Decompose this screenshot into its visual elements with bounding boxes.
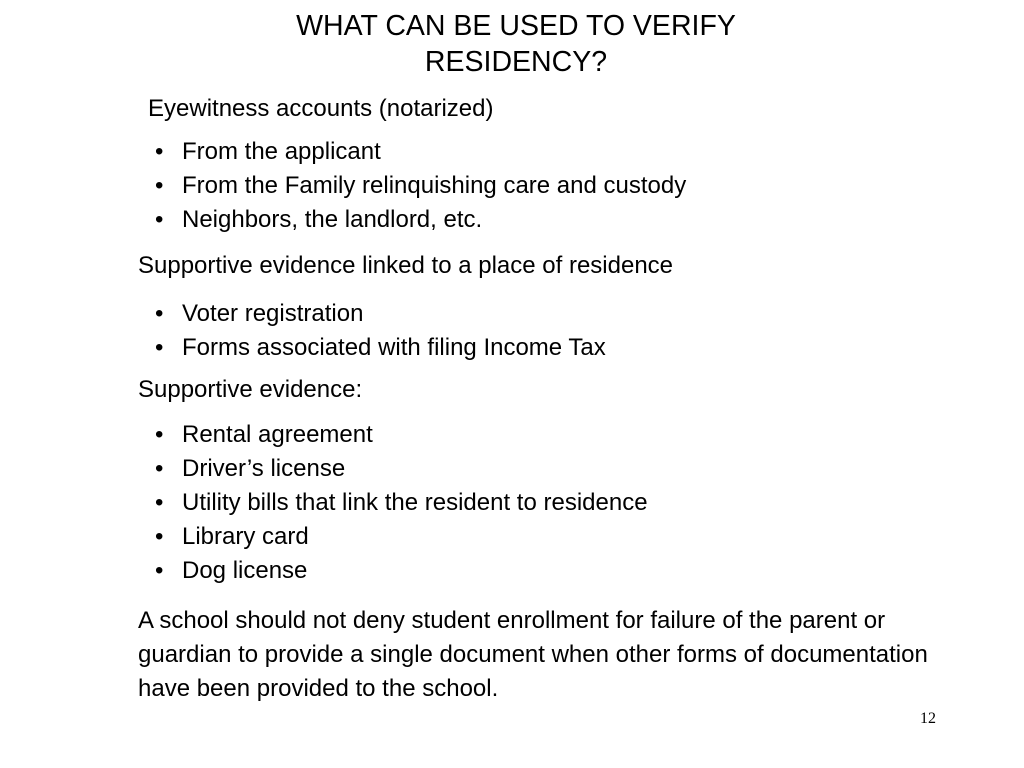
bullet-glyph: • — [155, 300, 164, 327]
list-item — [155, 520, 648, 554]
list-item-text: Voter registration — [182, 300, 364, 327]
slide-title-line-2: RESIDENCY? — [424, 46, 608, 78]
supportive-evidence-list — [155, 418, 648, 588]
slide-title — [210, 8, 822, 80]
list-item-text: Neighbors, the landlord, etc. — [182, 206, 483, 233]
page-number: 12 — [920, 710, 936, 727]
list-item-text: Library card — [182, 523, 309, 550]
list-item — [155, 452, 648, 486]
section-heading-supportive-residence: Supportive evidence linked to a place of residence — [138, 252, 674, 279]
list-item — [155, 297, 606, 331]
bullet-glyph: • — [155, 206, 164, 233]
slide-title-line-1: WHAT CAN BE USED TO VERIFY — [296, 10, 736, 42]
bullet-glyph: • — [155, 421, 164, 448]
bullet-glyph: • — [155, 172, 164, 199]
section-heading-eyewitness: Eyewitness accounts (notarized) — [148, 95, 494, 122]
list-item — [155, 203, 686, 237]
section-heading-supportive-evidence: Supportive evidence: — [138, 376, 363, 403]
bullet-glyph: • — [155, 138, 164, 165]
bullet-glyph: • — [155, 523, 164, 550]
bullet-glyph: • — [155, 489, 164, 516]
list-item-text: From the applicant — [182, 138, 381, 165]
list-item — [155, 169, 686, 203]
list-item — [155, 135, 686, 169]
list-item-text: Rental agreement — [182, 421, 373, 448]
list-item-text: Driver’s license — [182, 455, 346, 482]
list-item-text: Forms associated with filing Income Tax — [182, 334, 606, 361]
list-item — [155, 418, 648, 452]
enrollment-note: A school should not deny student enrollment for failure of the parent or guardian to provide a single document when other forms of documentation have been provided to the school. — [138, 607, 928, 702]
list-item — [155, 486, 648, 520]
list-item-text: Dog license — [182, 557, 308, 584]
bullet-glyph: • — [155, 557, 164, 584]
bullet-glyph: • — [155, 334, 164, 361]
supportive-residence-list — [155, 297, 606, 365]
list-item-text: From the Family relinquishing care and custody — [182, 172, 687, 199]
list-item-text: Utility bills that link the resident to residence — [182, 489, 648, 516]
list-item — [155, 331, 606, 365]
bullet-glyph: • — [155, 455, 164, 482]
list-item — [155, 554, 648, 588]
eyewitness-list — [155, 135, 686, 237]
